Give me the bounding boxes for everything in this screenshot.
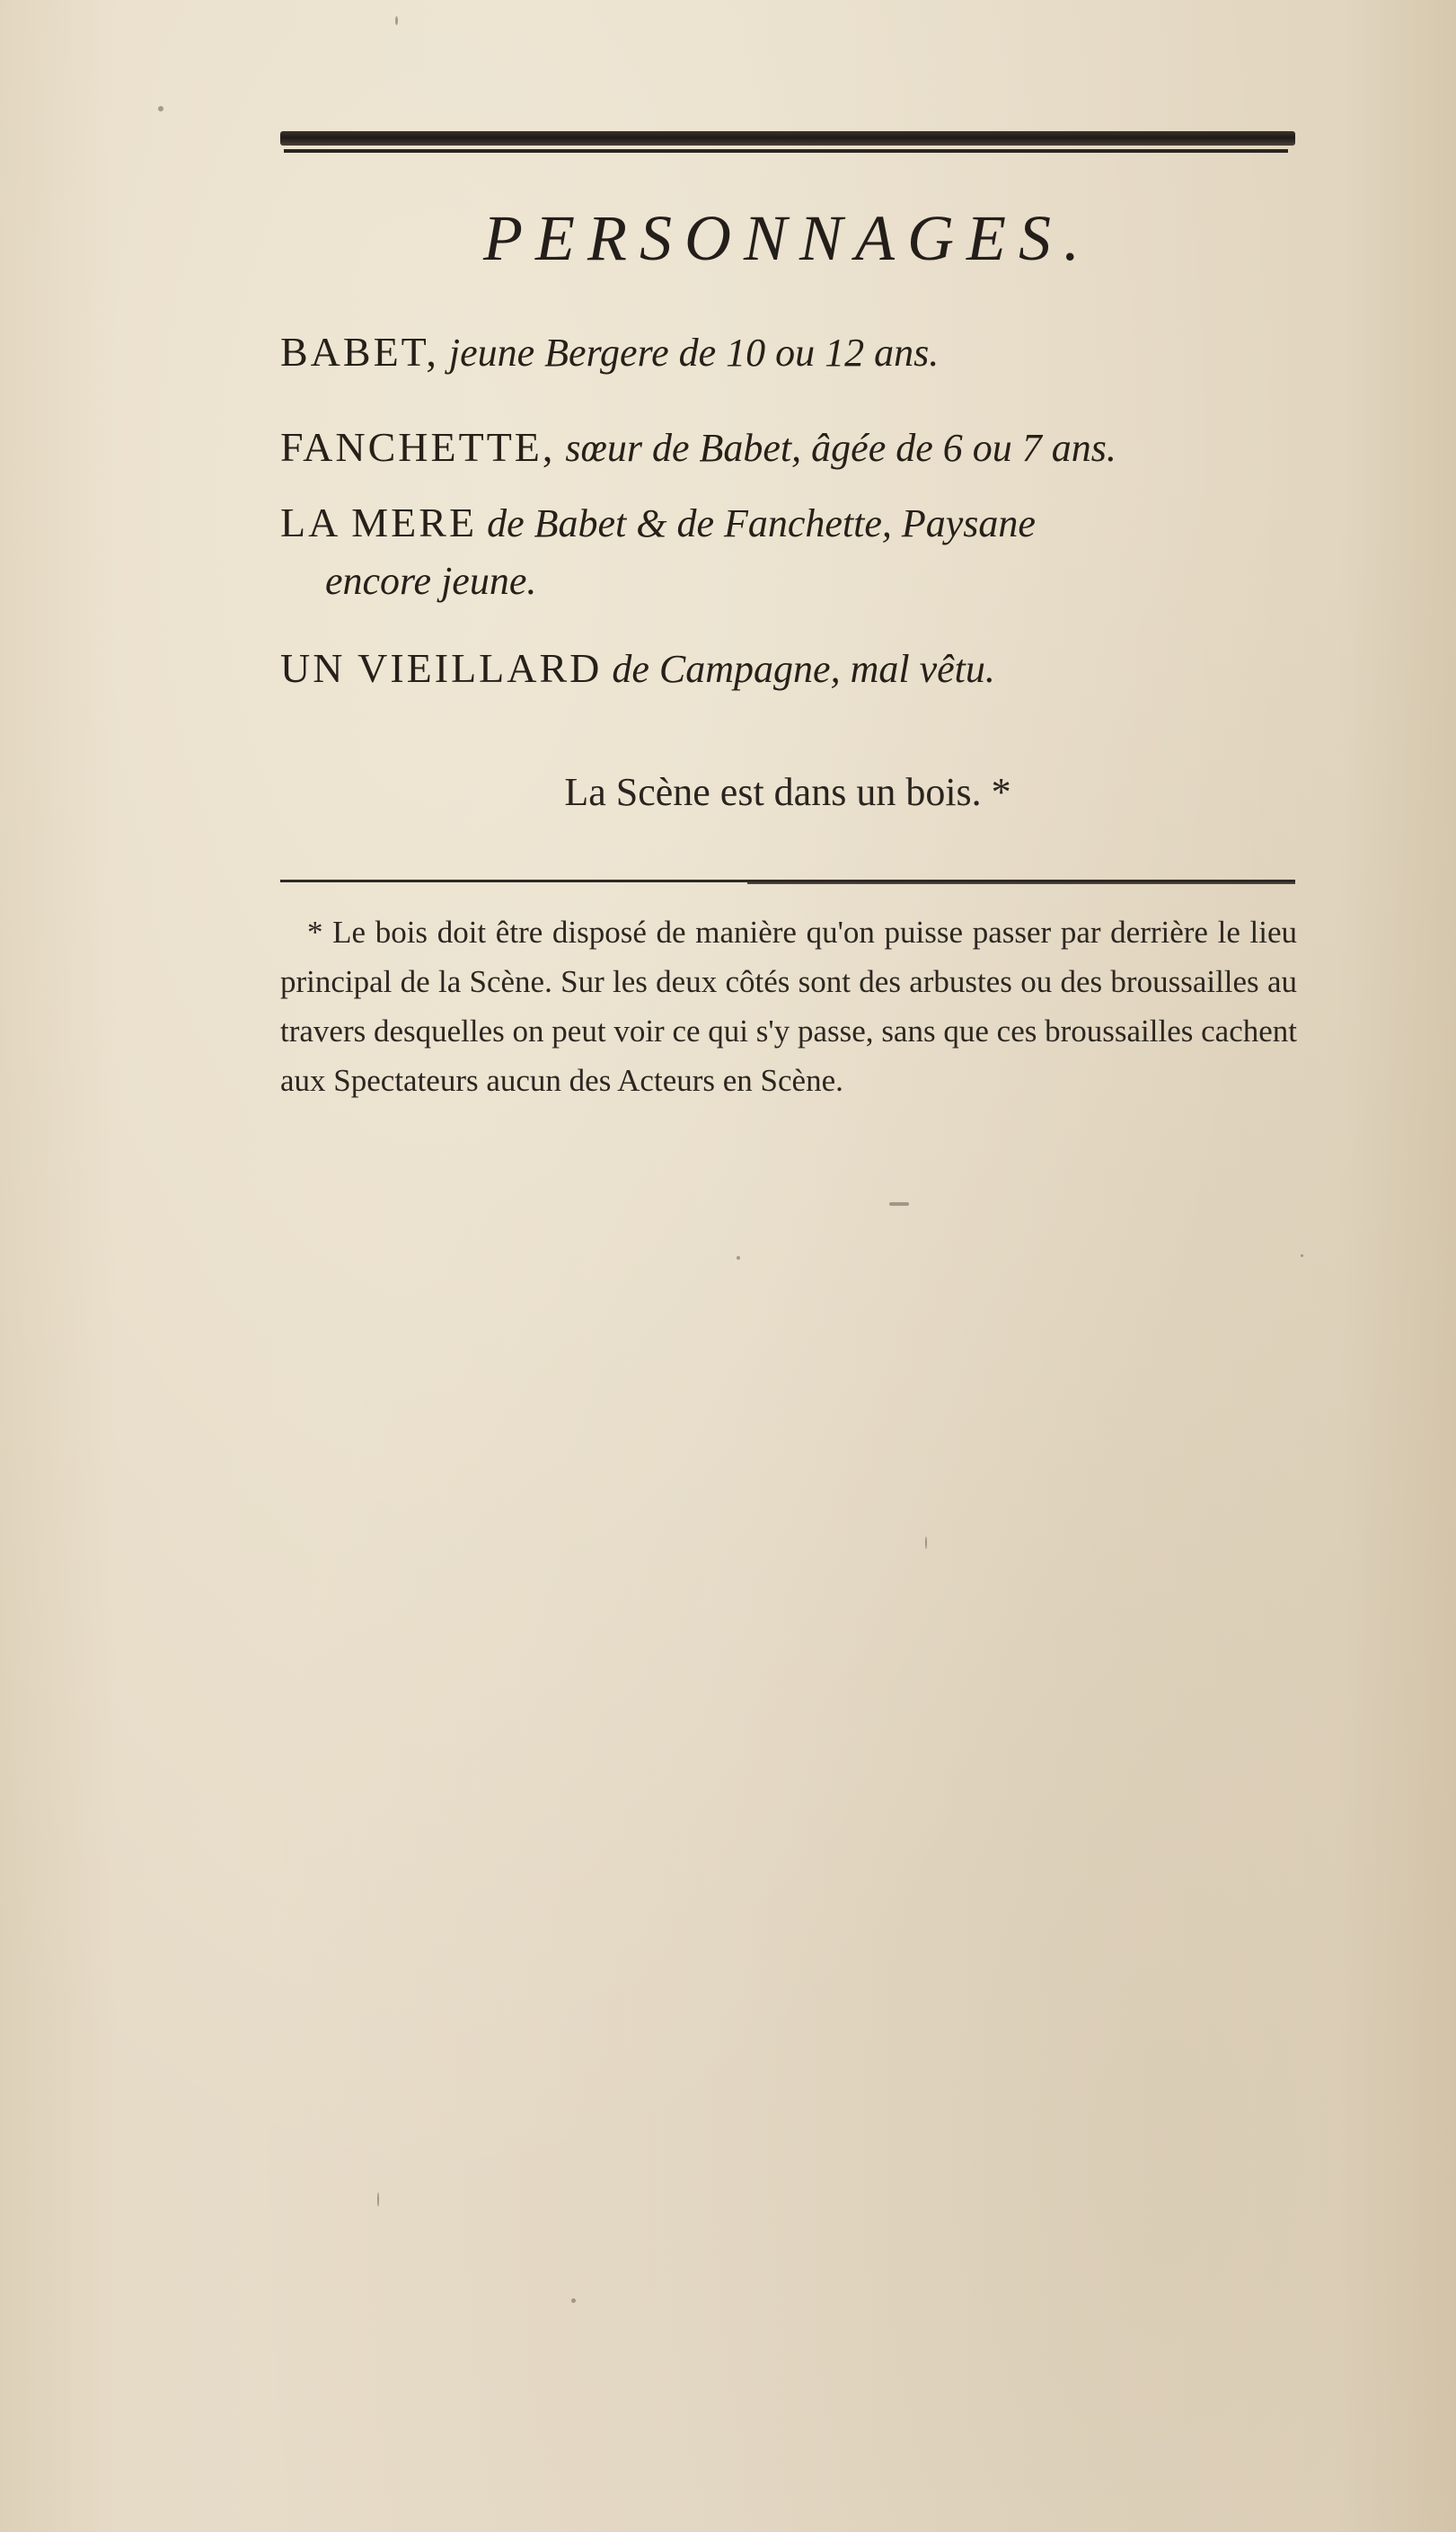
ink-speck <box>395 16 398 25</box>
page-title: PERSONNAGES. <box>483 202 1092 274</box>
footnote <box>280 907 1297 1105</box>
ornamental-rule <box>280 126 1295 156</box>
ink-speck <box>377 2192 379 2207</box>
character-description: sœur de Babet, âgée de 6 ou 7 ans. <box>565 426 1116 470</box>
character-name: BABET, <box>280 329 439 375</box>
ink-speck <box>1301 1254 1303 1257</box>
thin-rule <box>284 149 1288 153</box>
scene-setting: La Scène est dans un bois. * <box>564 770 1011 814</box>
thick-rule <box>280 131 1295 146</box>
section-rule <box>280 879 1295 884</box>
character-description: jeune Bergere de 10 ou 12 ans. <box>448 331 940 375</box>
character-description: de Campagne, mal vêtu. <box>612 647 995 691</box>
character-description: de Babet & de Fanchette, Paysane <box>487 501 1036 545</box>
ink-speck <box>737 1256 740 1260</box>
character-description-continued: encore jeune. <box>325 559 537 603</box>
character-name: FANCHETTE, <box>280 424 556 470</box>
cast-entry-vieillard <box>280 640 1304 698</box>
cast-entry-fanchette <box>280 419 1304 477</box>
ink-speck <box>158 106 163 111</box>
rule-line <box>747 882 1295 884</box>
ink-speck <box>889 1202 909 1206</box>
ink-speck <box>925 1536 927 1549</box>
character-name: LA MERE <box>280 500 478 545</box>
character-name: UN VIEILLARD <box>280 645 603 691</box>
ink-speck <box>571 2298 576 2303</box>
cast-entry-mere <box>280 494 1304 610</box>
cast-entry-babet <box>280 323 1304 382</box>
footnote-text: * Le bois doit être disposé de manière qu'on puisse passer par derrière le lieu principal de la Scène. Sur les deux côtés sont des arbustes ou des broussailles au travers desquelles on peut voir ce qui s'y passe, sans que ces broussailles cachent aux Spectateurs aucun des Acteurs en Scène. <box>280 915 1297 1098</box>
